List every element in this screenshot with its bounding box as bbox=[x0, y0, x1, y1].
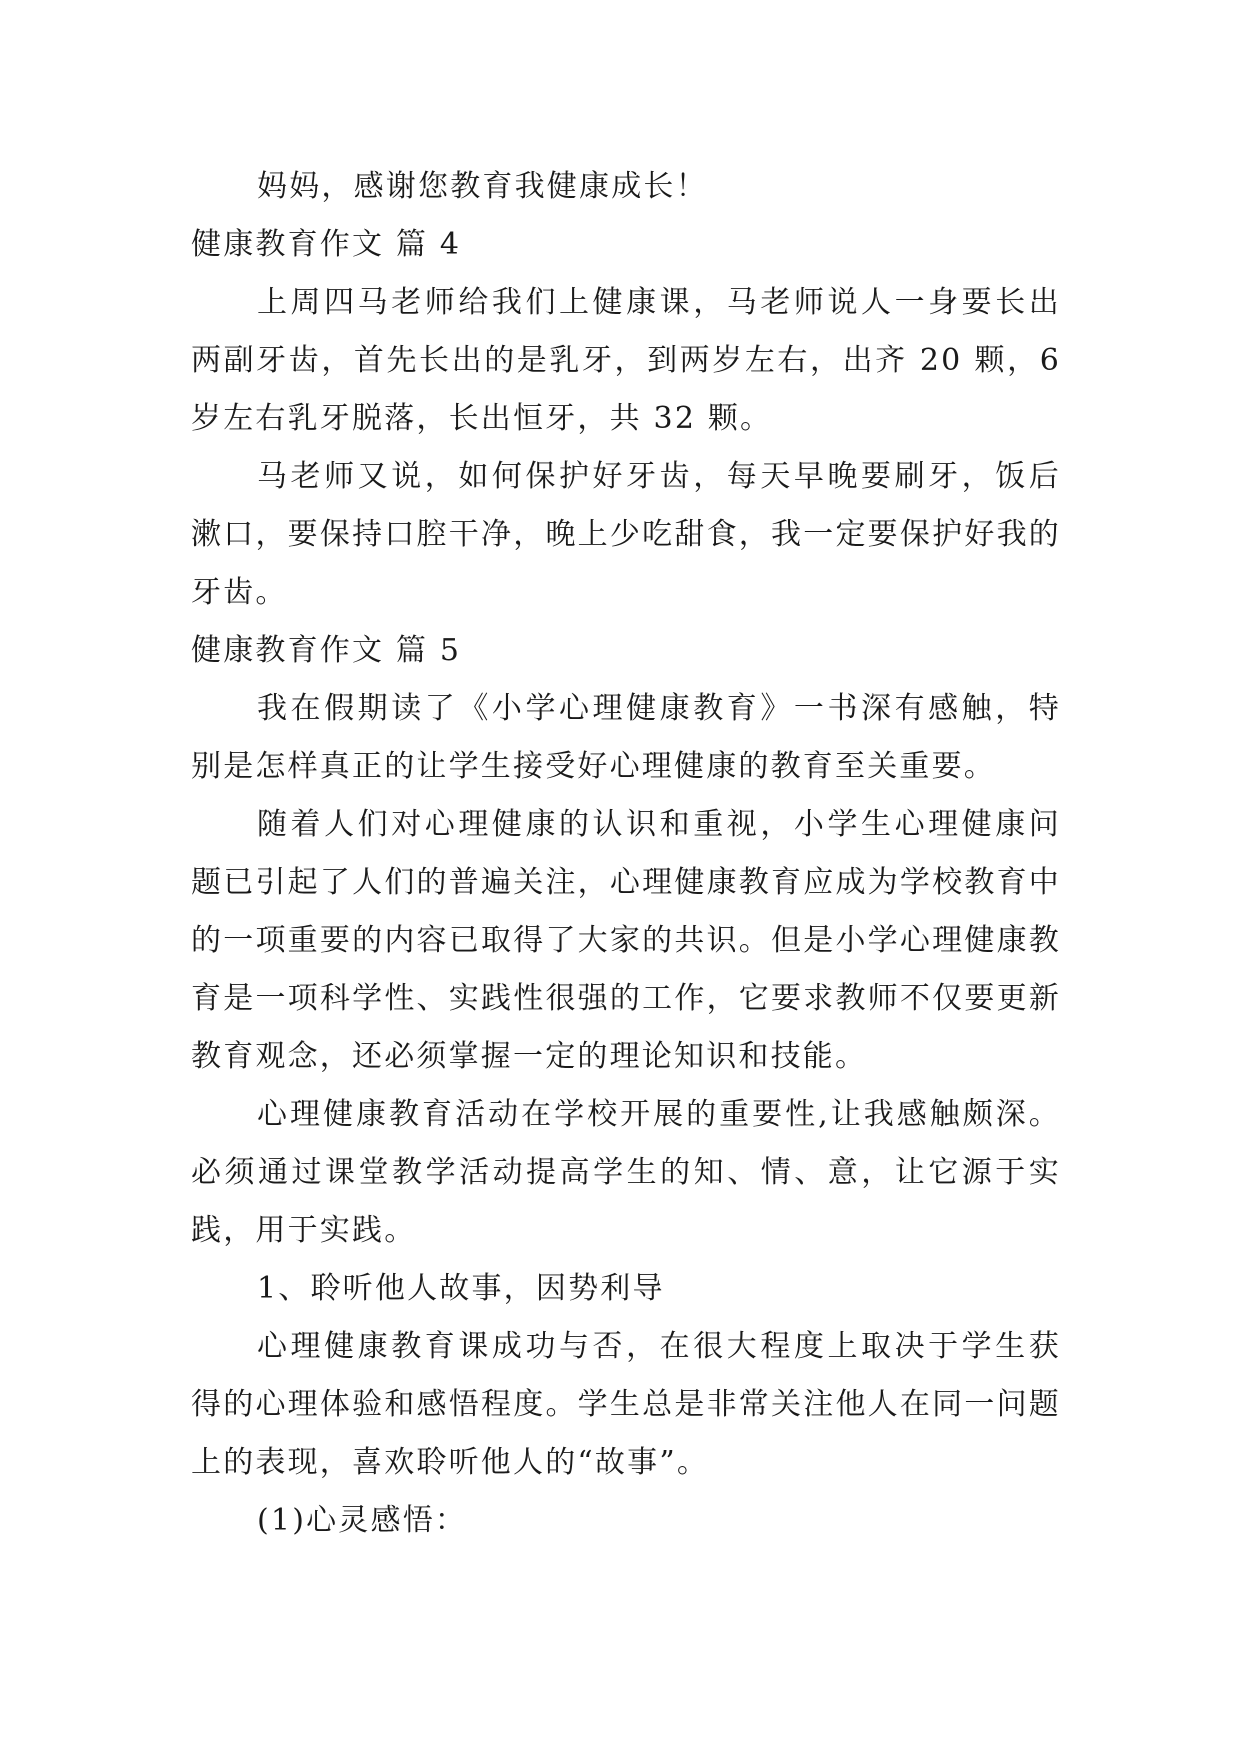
section-heading-5: 健康教育作文 篇 5 bbox=[191, 633, 462, 668]
document-body bbox=[191, 158, 1061, 1550]
paragraph-lesson-success: 心理健康教育课成功与否，在很大程度上取决于学生获得的心理体验和感悟程度。学生总是非常关注他人在同一问题上的表现，喜欢聆听他人的“故事”。 bbox=[191, 1329, 1061, 1480]
list-item-1: 1、聆听他人故事，因势利导 bbox=[257, 1271, 665, 1306]
paragraph-book-reading: 我在假期读了《小学心理健康教育》一书深有感触，特别是怎样真正的让学生接受好心理健康的教育至关重要。 bbox=[191, 691, 1061, 784]
paragraph-importance: 心理健康教育活动在学校开展的重要性,让我感触颇深。必须通过课堂教学活动提高学生的知、情、意，让它源于实践，用于实践。 bbox=[191, 1097, 1061, 1248]
paragraph-teeth-care: 马老师又说，如何保护好牙齿，每天早晚要刷牙，饭后漱口，要保持口腔干净，晚上少吃甜食，我一定要保护好我的牙齿。 bbox=[191, 459, 1061, 610]
paragraph-teeth-growth: 上周四马老师给我们上健康课，马老师说人一身要长出两副牙齿，首先长出的是乳牙，到两岁左右，出齐 20 颗，6 岁左右乳牙脱落，长出恒牙，共 32 颗。 bbox=[191, 285, 1061, 436]
paragraph-closing: 妈妈，感谢您教育我健康成长！ bbox=[257, 169, 708, 204]
sub-item-1: (1)心灵感悟： bbox=[257, 1503, 468, 1538]
section-heading-4: 健康教育作文 篇 4 bbox=[191, 227, 462, 262]
paragraph-mental-health-attention: 随着人们对心理健康的认识和重视，小学生心理健康问题已引起了人们的普遍关注，心理健康教育应成为学校教育中的一项重要的内容已取得了大家的共识。但是小学心理健康教育是一项科学性、实践性很强的工作，它要求教师不仅要更新教育观念，还必须掌握一定的理论知识和技能。 bbox=[191, 807, 1061, 1074]
